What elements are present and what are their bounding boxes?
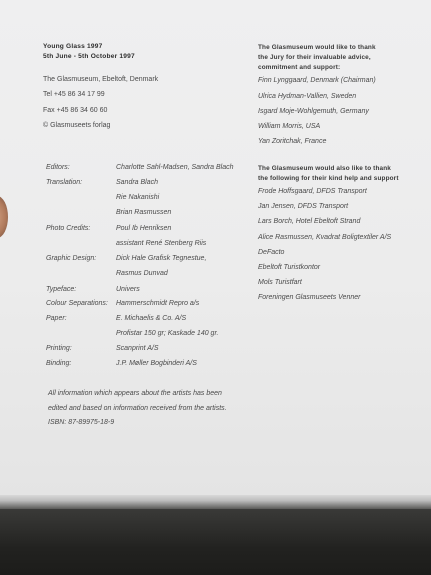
credit-label: Translation: <box>46 179 83 186</box>
thanks-heading-line: the following for their kind help and support <box>258 175 399 182</box>
thanks-name: Frode Hoffsgaard, DFDS Transport <box>258 188 367 195</box>
credit-label: Printing: <box>46 345 72 352</box>
page-edge-shadow <box>0 495 431 509</box>
thanks-name: Jan Jensen, DFDS Transport <box>258 203 349 210</box>
thanks-heading-line: The Glasmuseum would also like to thank <box>258 165 391 172</box>
credit-value: Poul Ib Henriksen <box>116 225 172 232</box>
credit-label: Colour Separations: <box>46 300 108 307</box>
credit-value: assistant René Stenberg Riis <box>116 240 207 247</box>
thanks-name: DeFacto <box>258 249 285 256</box>
credit-value: E. Michaelis & Co. A/S <box>116 315 187 322</box>
museum-address: The Glasmuseum, Ebeltoft, Denmark <box>43 76 159 83</box>
table-surface <box>0 509 431 575</box>
fax: Fax +45 86 34 60 60 <box>43 107 108 114</box>
credit-label: Graphic Design: <box>46 255 97 262</box>
credit-label: Photo Credits: <box>46 225 91 232</box>
credit-label: Paper: <box>46 315 67 322</box>
jury-member: Ulrica Hydman-Vallien, Sweden <box>258 93 357 100</box>
info-note-line: All information which appears about the artists has been <box>48 390 222 397</box>
credit-value: Brian Rasmussen <box>116 209 172 216</box>
credit-value: Sandra Blach <box>116 179 159 186</box>
credit-value: Dick Hale Grafisk Tegnestue, <box>116 255 207 262</box>
jury-heading-line: The Glasmuseum would like to thank <box>258 44 376 51</box>
credit-value: Univers <box>116 286 140 293</box>
jury-member: Yan Zoritchak, France <box>258 138 327 145</box>
thanks-name: Lars Borch, Hotel Ebeltoft Strand <box>258 218 361 225</box>
info-note-line: edited and based on information received from the artists. <box>48 405 227 412</box>
credit-label: Editors: <box>46 164 70 171</box>
copyright: © Glasmuseets forlag <box>43 122 111 129</box>
jury-heading-line: commitment and support: <box>258 64 341 71</box>
jury-member: William Morris, USA <box>258 123 321 130</box>
exhibition-dates: 5th June - 5th October 1997 <box>43 53 135 60</box>
credit-value: Charlotte Sahl-Madsen, Sandra Blach <box>116 164 234 171</box>
credit-value: J.P. Møller Bogbinderi A/S <box>116 360 197 367</box>
credit-value: Profistar 150 gr; Kaskade 140 gr. <box>116 330 219 337</box>
credit-value: Hammerschmidt Repro a/s <box>116 300 200 307</box>
credit-label: Typeface: <box>46 286 77 293</box>
jury-member: Finn Lynggaard, Denmark (Chairman) <box>258 77 376 84</box>
telephone: Tel +45 86 34 17 99 <box>43 91 105 98</box>
credit-value: Scanprint A/S <box>116 345 159 352</box>
thanks-name: Alice Rasmussen, Kvadrat Boligtextiler A/S <box>258 234 392 241</box>
credit-label: Binding: <box>46 360 72 367</box>
credit-value: Rie Nakanishi <box>116 194 160 201</box>
isbn: ISBN: 87-89975-18-9 <box>48 419 115 426</box>
thanks-name: Mols Turistfart <box>258 279 302 286</box>
thanks-name: Ebeltoft Turistkontor <box>258 264 321 271</box>
thanks-name: Foreningen Glasmuseets Venner <box>258 294 361 301</box>
catalog-title: Young Glass 1997 <box>43 43 103 50</box>
jury-heading-line: the Jury for their invaluable advice, <box>258 54 371 61</box>
credit-value: Rasmus Dunvad <box>116 270 168 277</box>
jury-member: Isgard Moje-Wohlgemuth, Germany <box>258 108 369 115</box>
